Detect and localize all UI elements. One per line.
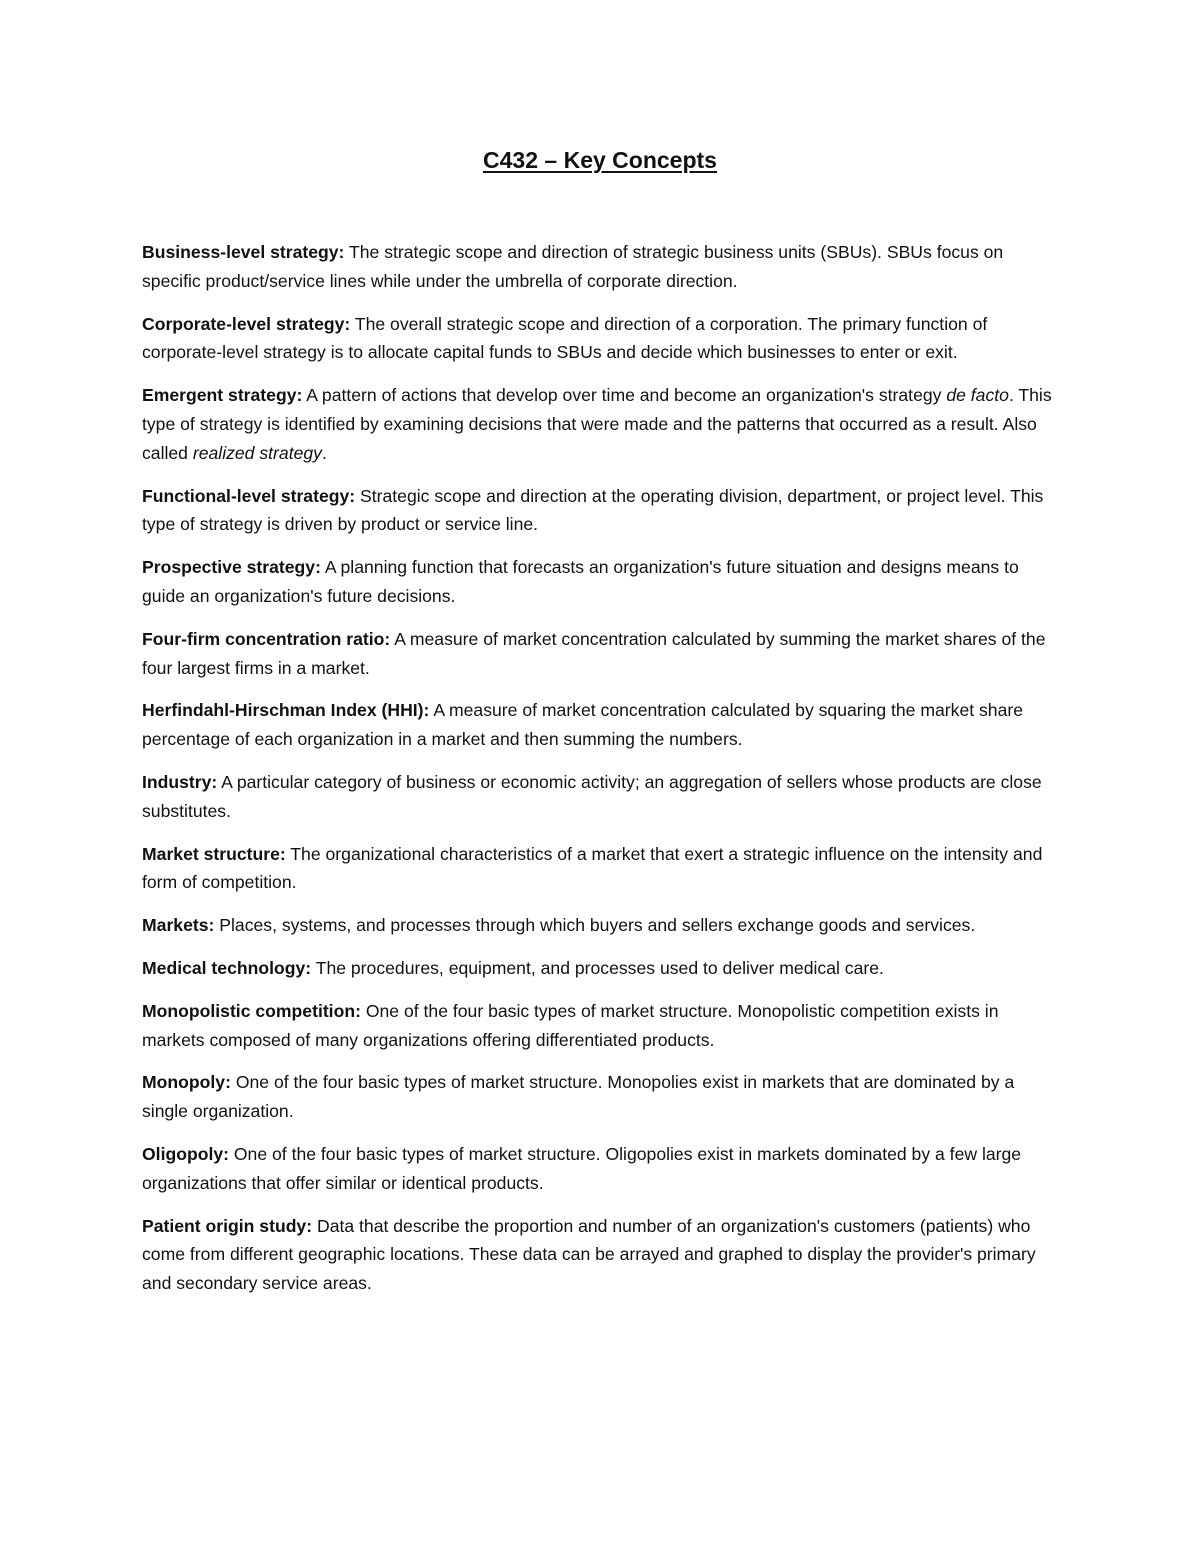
definition-text: The procedures, equipment, and processes used to deliver medical care. [311, 957, 884, 978]
term: Industry: [142, 771, 218, 792]
term: Markets: [142, 915, 215, 936]
definition-text: One of the four basic types of market structure. Monopolistic competition exists in markets composed of many organizations offering differentiated products. [142, 1000, 999, 1050]
definition-text: A particular category of business or economic activity; an aggregation of sellers whose products are close substitutes. [142, 771, 1042, 821]
definition-text: One of the four basic types of market structure. Oligopolies exist in markets dominated by a few large organizations that offer similar or identical products. [142, 1143, 1022, 1193]
definition-text: A planning function that forecasts an organization's future situation and designs means to guide an organization's future decisions. [142, 557, 1019, 606]
italic-phrase: realized strategy [192, 442, 322, 463]
definition-emergent-strategy [142, 381, 1062, 467]
term: Herfindahl-Hirschman Index (HHI): [142, 700, 430, 721]
definition-text: Places, systems, and processes through which buyers and sellers exchange goods and services. [214, 915, 976, 936]
term: Prospective strategy: [142, 557, 321, 578]
definition-text: Data that describe the proportion and number of an organization's customers (patients) who come from different geographic locations. These data can be arrayed and graphed to display the provider's primary and secondary service areas. [142, 1215, 1036, 1294]
definition-functional-level-strategy [142, 482, 1062, 540]
definition-corporate-level-strategy [142, 310, 1062, 368]
term: Oligopoly: [142, 1143, 229, 1164]
definitions-list [142, 238, 1062, 1312]
definition-industry [142, 768, 1062, 826]
term: Medical technology: [142, 957, 312, 978]
definition-monopoly [142, 1068, 1062, 1126]
term: Business-level strategy: [142, 242, 345, 262]
term: Four-firm concentration ratio: [142, 628, 391, 649]
italic-phrase: de facto [946, 385, 1009, 406]
definition-text: The strategic scope and direction of strategic business units (SBUs). SBUs focus on specific product/service lines while under the umbrella of corporate direction. [142, 242, 1004, 291]
definition-text: . [321, 442, 327, 463]
definition-business-level-strategy [142, 238, 1062, 296]
term: Monopoly: [142, 1072, 231, 1093]
term: Monopolistic competition: [142, 1000, 361, 1021]
definition-medical-technology [142, 954, 1062, 983]
term: Emergent strategy: [142, 385, 303, 406]
definition-text: One of the four basic types of market structure. Monopolies exist in markets that are dominated by a single organization. [142, 1072, 1015, 1122]
term: Corporate-level strategy: [142, 313, 351, 334]
definition-text: . This type of strategy is identified by examining decisions that were made and the patterns that occurred as a result. Also called [142, 385, 1052, 463]
definition-oligopoly [142, 1140, 1062, 1198]
term: Patient origin study: [142, 1215, 313, 1236]
definition-prospective-strategy [142, 553, 1062, 611]
definition-market-structure [142, 840, 1062, 898]
definition-text: The organizational characteristics of a market that exert a strategic influence on the intensity and form of competition. [142, 843, 1043, 893]
definition-patient-origin-study [142, 1212, 1062, 1298]
definition-markets [142, 911, 1062, 940]
definition-text: A measure of market concentration calculated by squaring the market share percentage of each organization in a market and then summing the numbers. [142, 700, 1024, 750]
definition-monopolistic-competition [142, 997, 1062, 1055]
definition-text: The overall strategic scope and direction of a corporation. The primary function of corporate-level strategy is to allocate capital funds to SBUs and decide which businesses to enter or exit. [142, 313, 988, 363]
definition-four-firm-concentration-ratio [142, 625, 1062, 683]
definition-text: A pattern of actions that develop over time and become an organization's strategy [302, 385, 947, 406]
term: Market structure: [142, 843, 286, 864]
definition-herfindahl-hirschman-index [142, 696, 1062, 754]
page-title: C432 – Key Concepts [483, 147, 717, 173]
definition-text: A measure of market concentration calculated by summing the market shares of the four largest firms in a market. [142, 628, 1046, 678]
definition-text: Strategic scope and direction at the operating division, department, or project level. This type of strategy is driven by product or service line. [142, 485, 1044, 535]
term: Functional-level strategy: [142, 485, 356, 506]
